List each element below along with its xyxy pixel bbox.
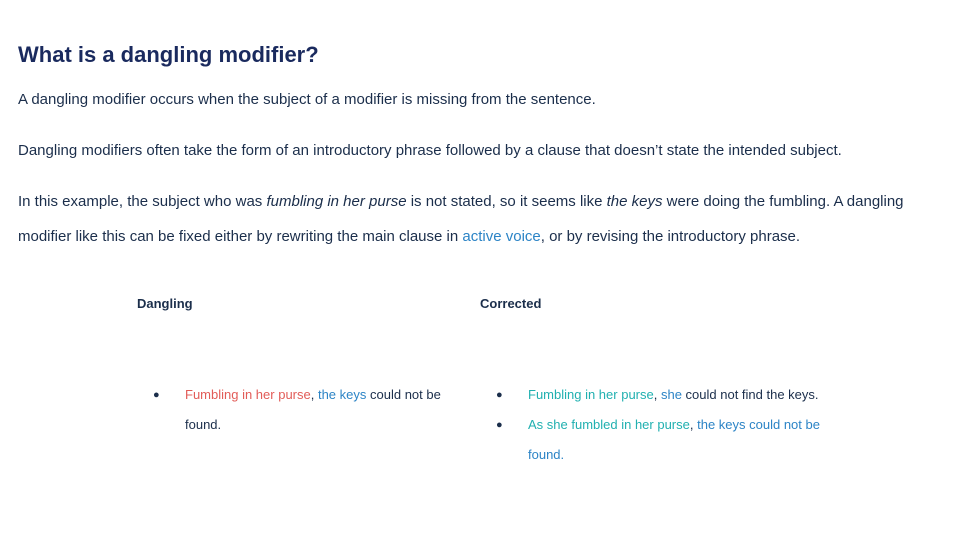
example-text-2: is not stated, so it seems like [406, 193, 607, 210]
bullet-icon: ● [496, 419, 503, 431]
list-item [496, 410, 858, 470]
example-text-1: In this example, the subject who was [18, 193, 267, 210]
example-italic-2: the keys [606, 193, 663, 210]
definition-paragraph: A dangling modifier occurs when the subject of a modifier is missing from the sentence. [18, 91, 596, 108]
end-punct: . [560, 447, 565, 462]
dangling-list [153, 380, 475, 440]
corrected-list [496, 380, 858, 470]
modifier-phrase: Fumbling in her purse [185, 387, 311, 402]
example-paragraph [18, 184, 928, 254]
corrected-heading: Corrected [480, 296, 542, 311]
rest-text: could not find the keys. [681, 387, 819, 402]
comma: , [689, 417, 698, 432]
example-text-4: , or by revising the introductory phrase. [540, 228, 801, 245]
example-italic-1: fumbling in her purse [266, 193, 407, 210]
rest-text: could not be found. [185, 387, 441, 432]
modifier-phrase: Fumbling in her purse [528, 387, 654, 402]
list-item [496, 380, 858, 410]
modifier-phrase: As she fumbled in her purse [528, 417, 690, 432]
comma: , [310, 387, 318, 402]
dangling-heading: Dangling [137, 296, 193, 311]
active-voice-link[interactable]: active voice [462, 228, 541, 245]
example-text-3: were doing the fumbling. A dangling modifier like this can be fixed either by rewriting the main clause in [18, 193, 904, 245]
comma: , [653, 387, 661, 402]
form-paragraph: Dangling modifiers often take the form of an introductory phrase followed by a clause that doesn’t state the intended subject. [18, 142, 842, 159]
subject-phrase: the keys could not be found [528, 417, 820, 462]
subject-phrase: she [660, 387, 682, 402]
bullet-icon: ● [496, 389, 503, 401]
subject-phrase: the keys [317, 387, 367, 402]
list-item [153, 380, 475, 440]
page-title: What is a dangling modifier? [18, 42, 319, 67]
bullet-icon: ● [153, 389, 160, 401]
